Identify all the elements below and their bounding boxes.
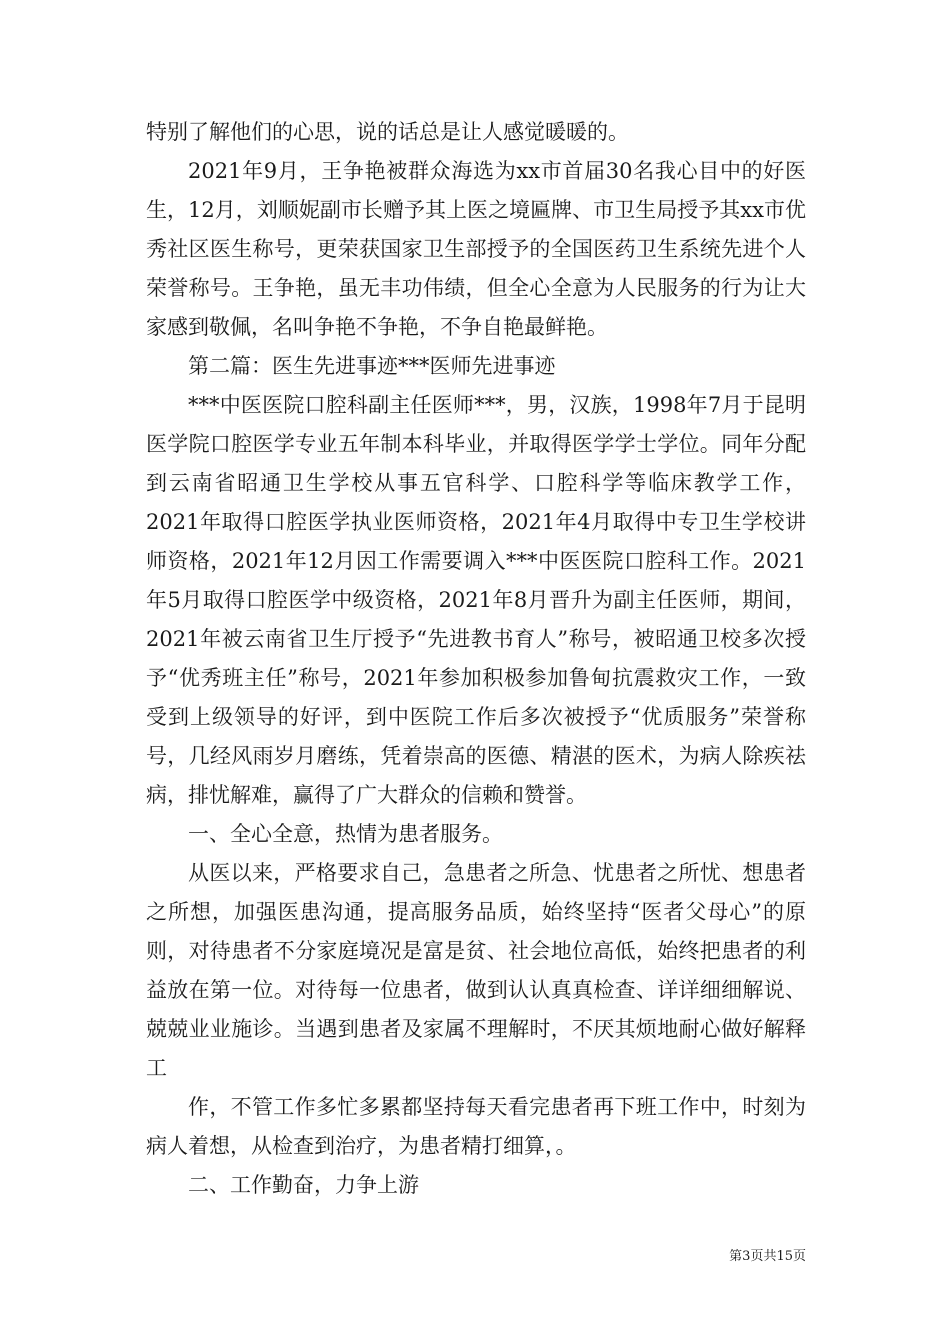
subheading-two: 二、工作勤奋，力争上游	[188, 1173, 419, 1197]
paragraph-diligence: 作，不管工作多忙多累都坚持每天看完患者再下班工作中，时刻为病人着想，从检查到治疗，为患者精打细算，。	[146, 1095, 806, 1158]
subheading-one: 一、全心全意，热情为患者服务。	[188, 822, 503, 846]
paragraph-biography: ***中医医院口腔科副主任医师***，男，汉族，1998年7月于昆明医学院口腔医学专业五年制本科毕业，并取得医学学士学位。同年分配到云南省昭通卫生学校从事五官科学、口腔科学等临床教学工作，2021年取得口腔医学执业医师资格，2021年4月取得中专卫生学校讲师资格，2021年12月因工作需要调入***中医医院口腔科工作。2021年5月取得口腔医学中级资格，2021年8月晋升为副主任医师，期间，2021年被云南省卫生厅授予“先进教书育人”称号，被昭通卫校多次授予“优秀班主任”称号，2021年参加积极参加鲁甸抗震救灾工作，一致受到上级领导的好评，到中医院工作后多次被授予“优质服务”荣誉称号，几经风雨岁月磨练，凭着崇高的医德、精湛的医术，为病人除疾祛病，排忧解难，赢得了广大群众的信赖和赞誉。	[146, 393, 806, 807]
paragraph-award: 2021年9月，王争艳被群众海选为xx市首届30名我心目中的好医生，12月，刘顺妮副市长赠予其上医之境匾牌、市卫生局授予其xx市优秀社区医生称号，更荣获国家卫生部授予的全国医药卫生系统先进个人荣誉称号。王争艳，虽无丰功伟绩，但全心全意为人民服务的行为让大家感到敬佩，名叫争艳不争艳，不争自艳最鲜艳。	[146, 159, 806, 339]
page-number: 第3页共15页	[729, 1249, 806, 1264]
paragraph-continuation: 特别了解他们的心思，说的话总是让人感觉暖暖的。	[146, 120, 629, 144]
section-heading-second: 第二篇：医生先进事迹***医师先进事迹	[188, 354, 556, 378]
paragraph-service: 从医以来，严格要求自己，急患者之所急、忧患者之所忧、想患者之所想，加强医患沟通，提高服务品质，始终坚持“医者父母心”的原则，对待患者不分家庭境况是富是贫、社会地位高低，始终把患者的利益放在第一位。对待每一位患者，做到认认真真检查、详详细细解说、兢兢业业施诊。当遇到患者及家属不理解时，不厌其烦地耐心做好解释工	[146, 861, 806, 1080]
document-body	[146, 113, 806, 1205]
